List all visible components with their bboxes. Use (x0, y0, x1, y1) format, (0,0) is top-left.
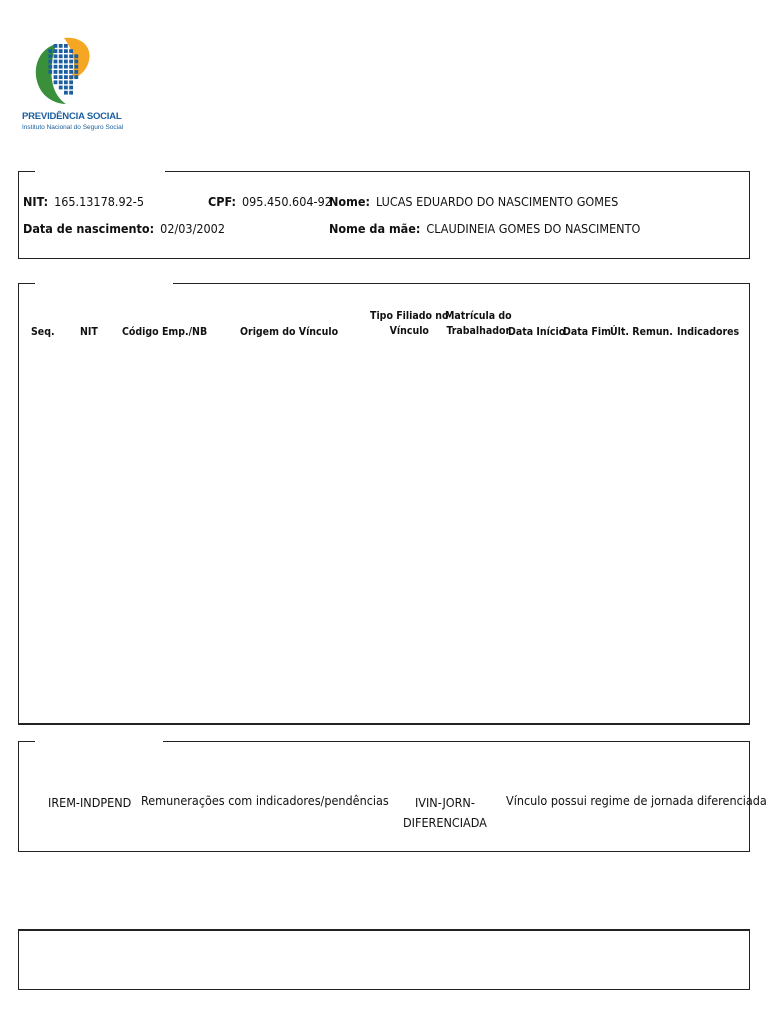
birthdate-label: Data de nascimento: (23, 221, 155, 236)
logo-title: PREVIDÊNCIA SOCIAL (22, 111, 122, 122)
logo-mosaic-tile (59, 75, 63, 79)
logo-mosaic-tile (59, 65, 63, 69)
section-title-gap (35, 741, 163, 744)
logo-mosaic-tile (74, 65, 78, 69)
logo-mosaic-tile (48, 54, 52, 58)
logo-mosaic-tile (64, 54, 68, 58)
col-nit: NIT (80, 326, 98, 338)
logo-mosaic-tile (64, 65, 68, 69)
logo-mosaic-tile (59, 54, 63, 58)
col-tipo-filiado: Tipo Filiado no Vínculo (370, 310, 449, 337)
nome-label: Nome: (329, 194, 370, 209)
nome-value: LUCAS EDUARDO DO NASCIMENTO GOMES (376, 194, 619, 209)
birthdate-field (23, 221, 225, 236)
logo-mosaic-tile (59, 80, 63, 84)
logo-mosaic-tile (59, 44, 63, 48)
col-seq: Seq. (31, 326, 55, 338)
birthdate-value: 02/03/2002 (160, 221, 225, 236)
logo-mosaic-tile (64, 44, 68, 48)
legend-code-ivin: IVIN-JORN- DIFERENCIADA (403, 795, 487, 830)
logo-mosaic-tile (69, 60, 73, 64)
previdencia-logo (18, 34, 124, 144)
logo-mosaic-tile (59, 49, 63, 53)
mother-name-value: CLAUDINEIA GOMES DO NASCIMENTO (426, 221, 641, 236)
logo-mosaic-tile (54, 80, 58, 84)
nit-label: NIT: (23, 194, 49, 209)
cpf-label: CPF: (208, 194, 236, 209)
col-indicadores: Indicadores (677, 326, 740, 338)
identification-section (18, 171, 750, 259)
previdencia-emblem-icon (30, 34, 96, 108)
logo-mosaic-tile (69, 75, 73, 79)
logo-mosaic-tile (74, 70, 78, 74)
logo-mosaic-tile (59, 86, 63, 90)
legend-desc-ivin: Vínculo possui regime de jornada diferenciada (506, 793, 767, 808)
cpf-value: 095.450.604-92 (242, 194, 332, 209)
logo-mosaic-tile (69, 86, 73, 90)
logo-mosaic-tile (48, 60, 52, 64)
logo-mosaic-tile (69, 54, 73, 58)
logo-mosaic-tile (54, 65, 58, 69)
nome-field (329, 194, 618, 209)
section-title-gap (35, 283, 173, 286)
logo-mosaic-tile (64, 86, 68, 90)
logo-mosaic-tile (54, 44, 58, 48)
col-codigo-emp: Código Emp./NB (122, 326, 208, 338)
logo-mosaic-tile (69, 80, 73, 84)
logo-mosaic-tile (64, 70, 68, 74)
logo-mosaic-tile (59, 60, 63, 64)
logo-subtitle: Instituto Nacional do Seguro Social (22, 124, 124, 131)
logo-mosaic-tile (54, 60, 58, 64)
col-origem-vinculo: Origem do Vínculo (240, 326, 339, 338)
nit-value: 165.13178.92-5 (54, 194, 144, 209)
mother-name-label: Nome da mãe: (329, 221, 421, 236)
col-matricula: Matrícula do Trabalhador (445, 310, 512, 337)
indicators-legend-section (18, 741, 767, 852)
logo-mosaic-tile (54, 54, 58, 58)
legend-desc-irem: Remunerações com indicadores/pendências (141, 793, 389, 808)
logo-mosaic-tile (48, 70, 52, 74)
logo-mosaic-tile (64, 60, 68, 64)
logo-mosaic-tile (54, 70, 58, 74)
logo-mosaic-tile (54, 75, 58, 79)
logo-mosaic-tile (64, 91, 68, 95)
logo-mosaic-tile (59, 70, 63, 74)
mother-name-field (329, 221, 640, 236)
logo-mosaic-tile (64, 80, 68, 84)
vinculos-table-section (18, 283, 750, 725)
col-ult-remun: Últ. Remun. (610, 326, 673, 338)
logo-mosaic-tile (64, 75, 68, 79)
nit-field (23, 194, 144, 209)
section-title-gap (35, 171, 165, 174)
col-data-fim: Data Fim (563, 326, 611, 338)
logo-mosaic-tile (48, 49, 52, 53)
logo-mosaic-tile (48, 65, 52, 69)
logo-mosaic-tile (69, 70, 73, 74)
logo-mosaic-tile (74, 54, 78, 58)
logo-mosaic-tile (69, 91, 73, 95)
logo-mosaic-tile (64, 49, 68, 53)
logo-mosaic-tile (54, 49, 58, 53)
legend-code-irem: IREM-INDPEND (48, 795, 132, 810)
cpf-field (208, 194, 332, 209)
logo-mosaic-tile (74, 75, 78, 79)
footer-section (18, 929, 750, 990)
col-data-inicio: Data Início (508, 326, 566, 338)
logo-mosaic-tile (69, 65, 73, 69)
logo-mosaic-tile (69, 49, 73, 53)
logo-mosaic-tile (74, 60, 78, 64)
